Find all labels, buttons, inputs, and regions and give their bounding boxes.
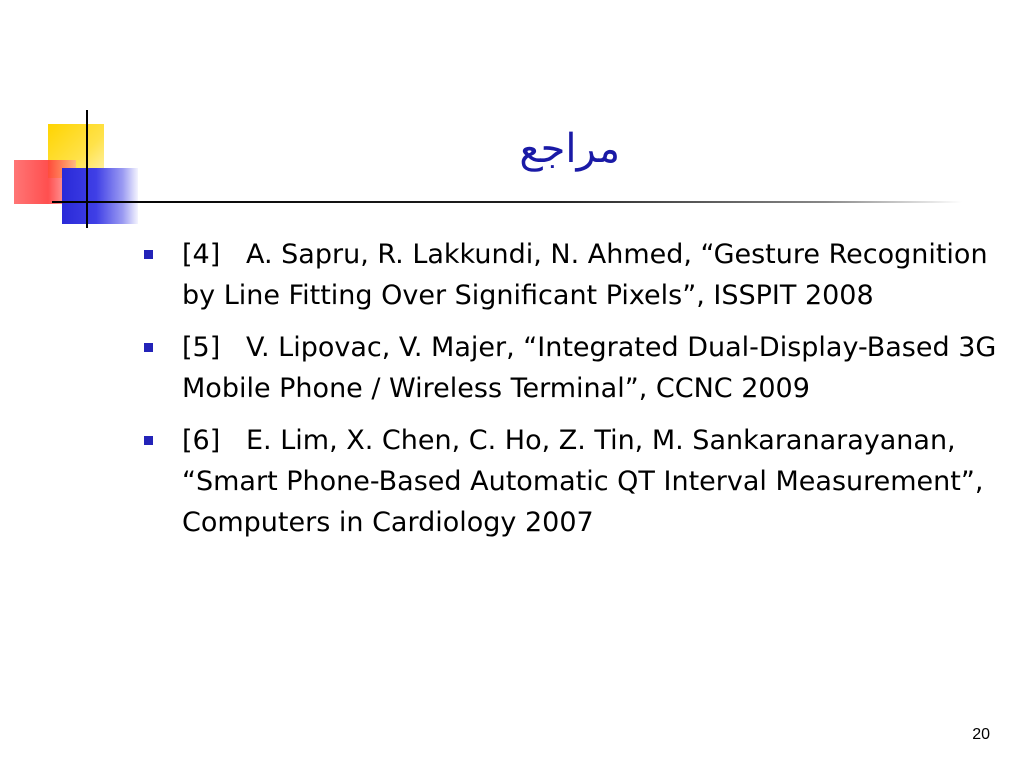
bullet-icon [144, 436, 153, 445]
reference-text: [5] V. Lipovac, V. Majer, “Integrated Dual-Display-Based 3G Mobile Phone / Wireless Terminal”, CCNC 2009 [182, 332, 1005, 404]
list-item [144, 420, 1004, 543]
decor-vertical-line [86, 110, 88, 228]
title-underline [52, 201, 962, 203]
decor-blue-square [62, 168, 138, 224]
list-item [144, 234, 1004, 316]
bullet-icon [144, 343, 153, 352]
slide-title: مراجع [519, 126, 620, 172]
bullet-icon [144, 250, 153, 259]
list-item [144, 327, 1004, 409]
reference-text: [4] A. Sapru, R. Lakkundi, N. Ahmed, “Gesture Recognition by Line Fitting Over Significant Pixels”, ISSPIT 2008 [182, 239, 997, 311]
reference-list [144, 234, 1004, 554]
reference-text: [6] E. Lim, X. Chen, C. Ho, Z. Tin, M. Sankaranarayanan, “Smart Phone-Based Automatic QT Interval Measurement”, Computers in Cardiology 2007 [182, 425, 993, 538]
page-number: 20 [972, 726, 990, 743]
